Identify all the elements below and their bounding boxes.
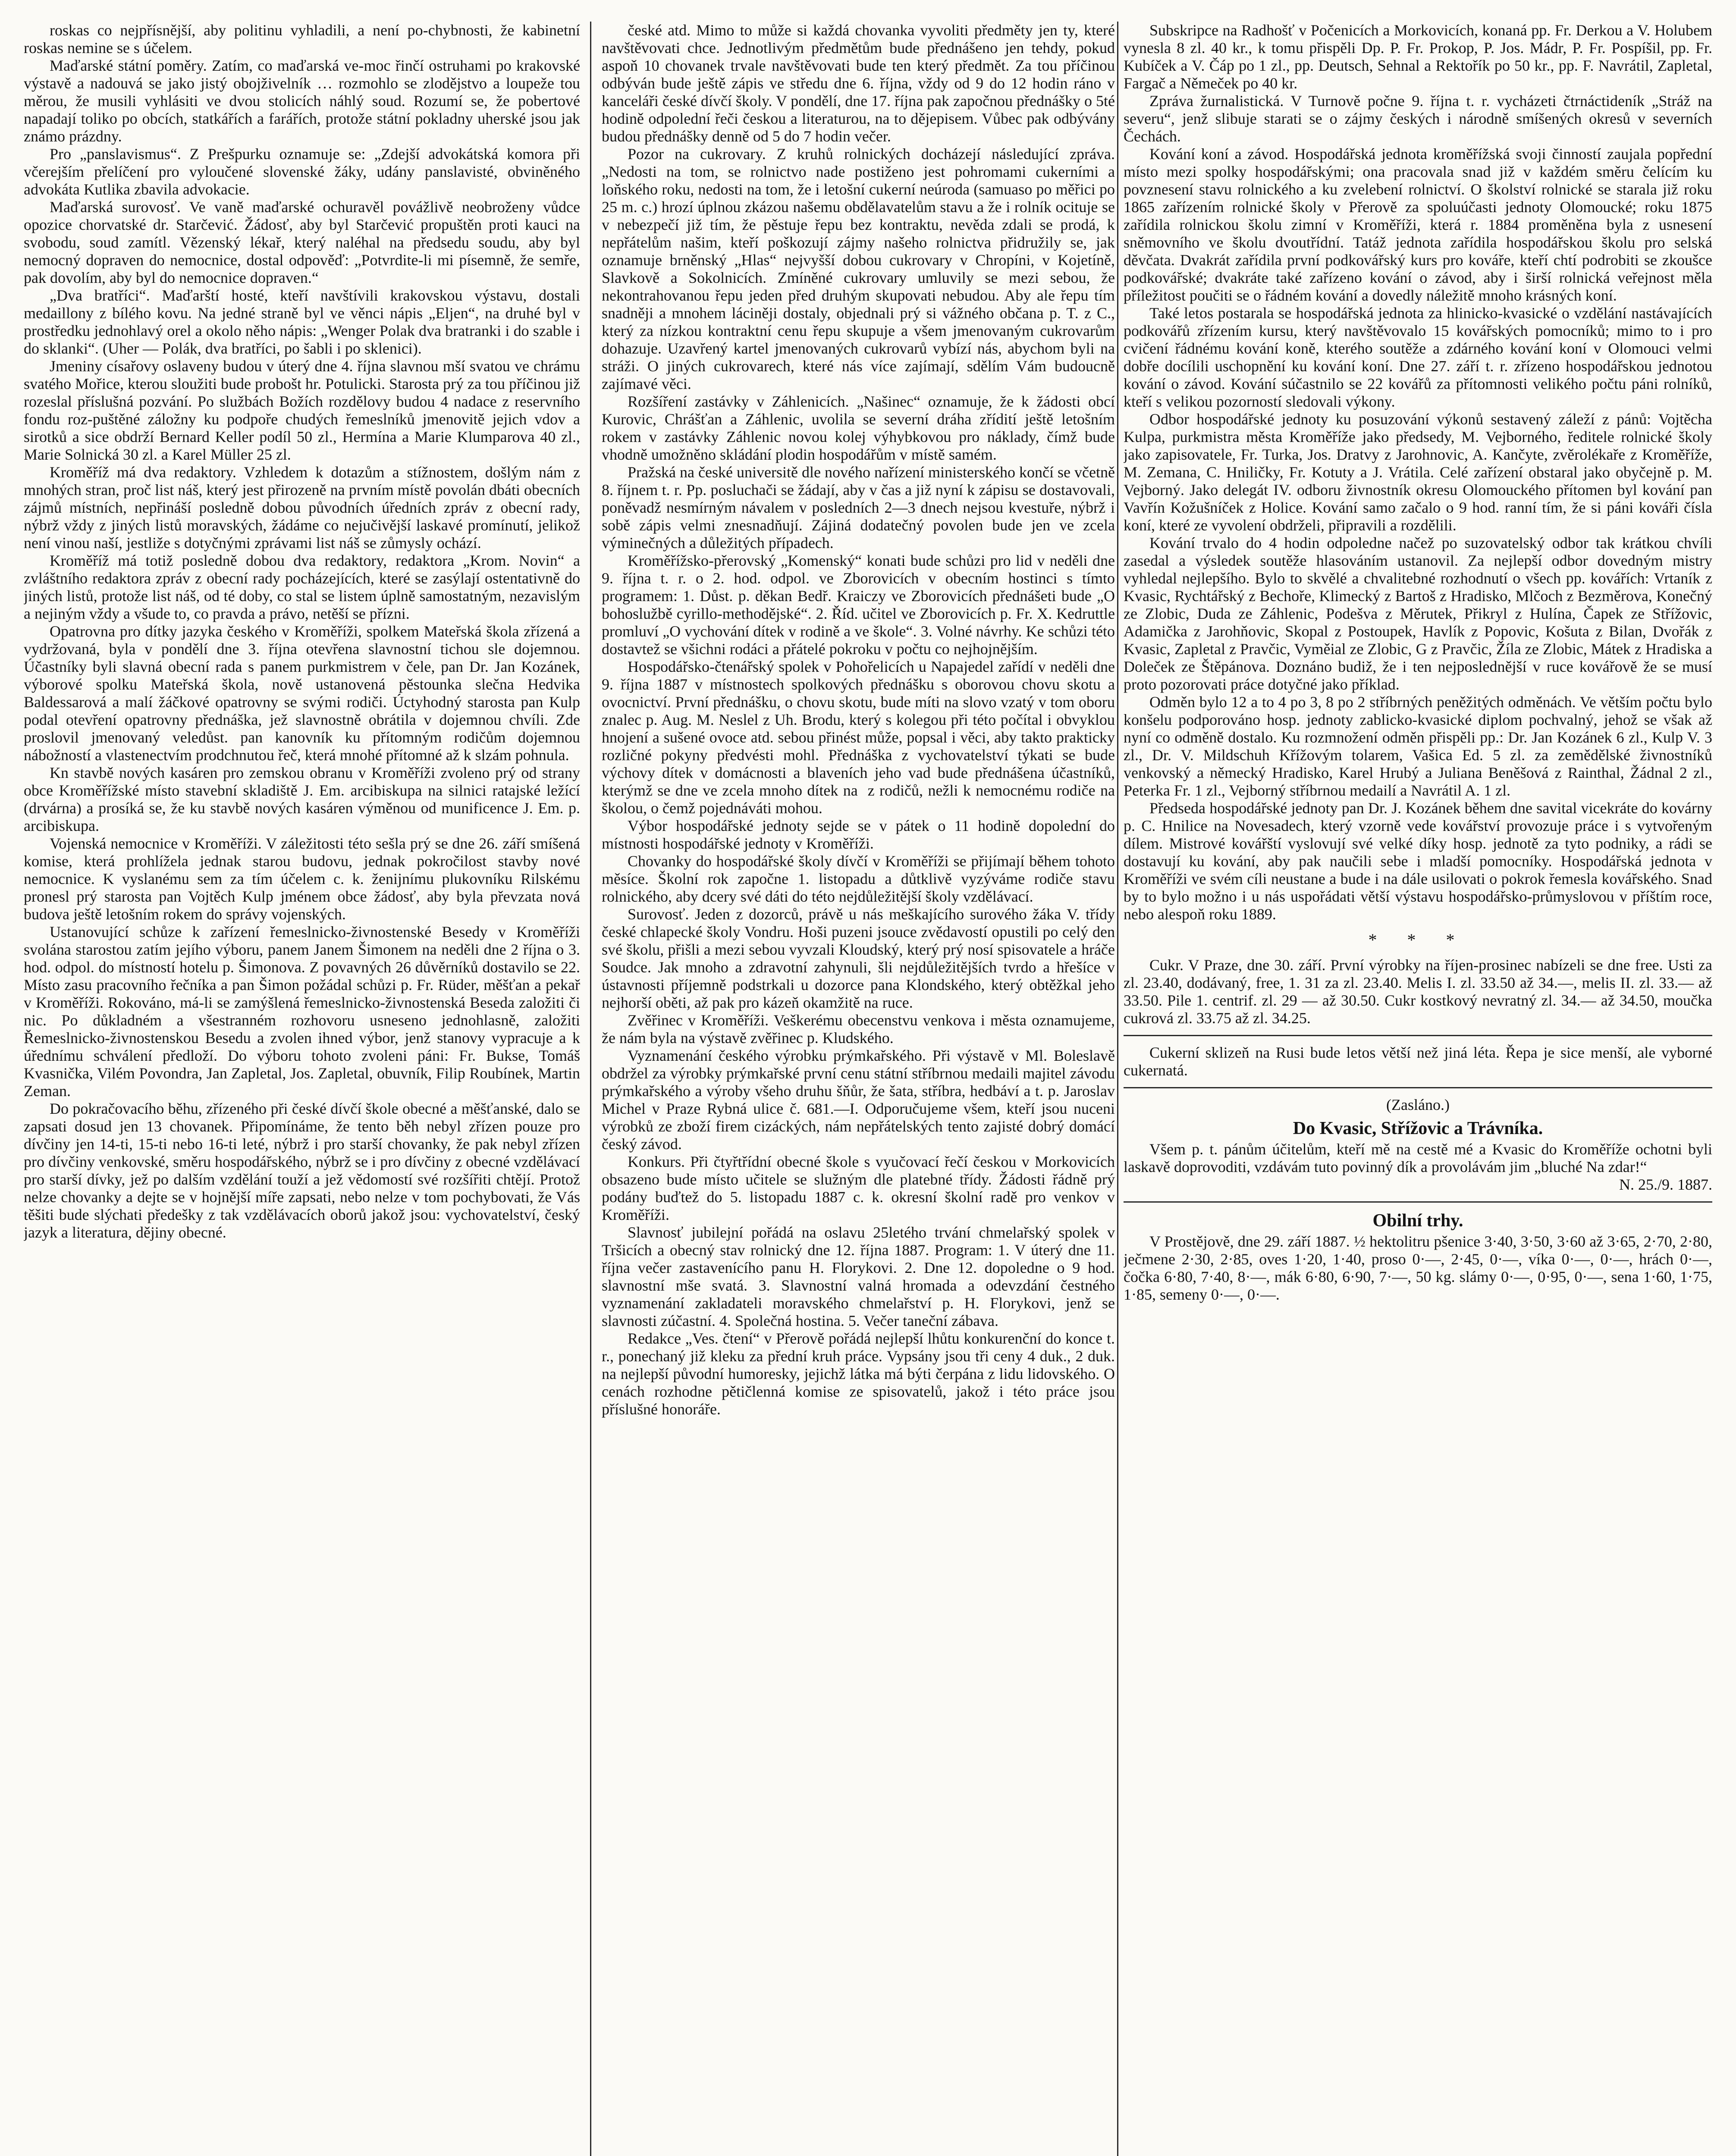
notice-signature: N. 25./9. 1887. [1619, 1176, 1712, 1193]
news-item: Maďarské státní poměry. Zatím, co maďarská ve-moc řinčí ostruhami po krakovské výstavě a nadouvá se jako jistý obojživelník … rozmohlo se zlodějstvo a loupeže tou měrou, že musili vyhlásiti ve dvou stolicích náhlý soud. Rozumí se, že pobertové napadají toliko po obcích, statkářích a farářích, protože státní pokladny uherské jsou jak známo prázdny. [24, 57, 580, 145]
section-separator: * * * [1368, 930, 1468, 950]
sugar-harvest-note: Cukerní sklizeň na Rusi bude letos větší než jiná léta. Řepa je sice menší, ale vyborné cukernatá. [1124, 1044, 1712, 1079]
column-rule [590, 22, 591, 2156]
news-item: Pražská na české universitě dle nového nařízení ministerského končí se včetně 8. říjnem t. r. Pp. posluchači se žádají, aby v čas a již nyní k zápisu se dostavovali, poněvadž nesmírným návalem v posledních 2—3 dnech nejsou kvestuře, nýbrž i sobě zápis velmi znesnadňují. Zájiná dodatečný povolen bude jen ve zcela výminečných a důležitých případech. [602, 464, 1115, 552]
news-item: Rozšíření zastávky v Záhlenicích. „Našinec“ oznamuje, že k žádosti obcí Kurovic, Chrášťan a Záhlenic, uvolila se severní dráha zřídití ještě letošním rokem v zastávky Záhlenic novou kolej výhybkovou pro náklady, čímž bude vhodně umožněno skládání plodin hospodářům v místě samém. [602, 393, 1115, 463]
notice-title: Do Kvasic, Střížovic a Trávníka. [1293, 1119, 1543, 1138]
news-item: Kování koní a závod. Hospodářská jednota kroměřížská svoji činností zaujala popřední místo mezi spolky hospodářskými; ona pracovala snad již v každém směru čelícím ku povznesení stavu rolnického a ku zvelebení rolnictví. O školství rolnické se starala již roku 1865 zařízením rolnické školy v Přerově za spoluúčasti jednoty Olomoucké; roku 1875 zařídila rolnickou školu zimní v Kroměříži, která r. 1884 proměněna byla z usnesení sněmovního ve školu dvoutřídní. Tatáž jednota zařídila hospodářskou školu pro selská děvčata. Dvakrát zařídila první podkovářský kurs pro kováře, kteří chtí podrobiti se zkoušce podkovářské; dvakráte také zařízeno kování o závod, aby i širší rolnická veřejnost měla příležitost poučiti se o řádném kování a dovedly náležitě mnoho krásných koní. [1124, 145, 1712, 304]
grain-markets-title: Obilní trhy. [1372, 1211, 1463, 1231]
grain-markets-body: V Prostějově, dne 29. září 1887. ½ hektolitru pšenice 3·40, 3·50, 3·60 až 3·65, 2·70, 2·80, ječmene 2·30, 2·85, oves 1·20, 1·40, proso 0·—, 2·45, 0·—, víka 0·—, 0·—, hrách 0·—, čočka 6·80, 7·40, 8·—, mák 6·80, 6·90, 7·—, 50 kg. slámy 0·—, 0·95, 0·—, sena 1·60, 1·75, 1·85, semeny 0·—, 0·—. [1124, 1233, 1712, 1303]
section-rule [1124, 1201, 1712, 1203]
news-item: Maďarská surovosť. Ve vaně maďarské ochuravěl povážlivě neobroženy vůdce opozice chorvatské dr. Starčević. Žádosť, aby byl Starčević propuštěn proti kauci na svobodu, soud zamítl. Vězenský lékař, který naléhal na předsedu soudu, aby byl nemocný dopraven do nemocnice, dostal odpověď: „Potvrdite-li mi písemně, že semře, pak dovolím, aby byl do nemocnice dopraven.“ [24, 198, 580, 286]
sugar-market-report: Cukr. V Praze, dne 30. září. První výrobky na říjen-prosinec nabízeli se dne free. Usti za zl. 23.40, dodávaný, free, 1. 31 za zl. 23.40. Melis I. zl. 33.50 až 34.—, melis II. zl. 33.— až 33.50. Pile 1. centrif. zl. 29 — až 30.50. Cukr kostkový nevratný zl. 34.— až 34.50, moučka cukrová zl. 33.75 až zl. 34.25. [1124, 956, 1712, 1027]
news-item: Kn stavbě nových kasáren pro zemskou obranu v Kroměříži zvoleno prý od strany obce Kroměřížské místo stavební skladiště J. Em. arcibiskupa na silnici ratajské ležící (drvárna) a prosíká se, že ku stavbě nových kasáren výměnou od munificence J. Em. p. arcibiskupa. [24, 764, 580, 834]
news-item: Pozor na cukrovary. Z kruhů rolnických docházejí následující zpráva. „Nedosti na tom, se rolnictvo nade postiženo jest pohromami cukerními a loňského roku, nedosti na tom, že i letošní cukerní neúroda (samuaso po měřici po 25 m. c.) hrozí úplnou zkázou našemu obdělavatelům stavu a že i rolník ocituje se v nebezpečí již tím, že pěstuje řepu bez kontraktu, nevěda zdali se prodá, k nepřátelům našim, kteří poškozují zájmy našeho rolnictva přidružily se, jak oznamuje brněnský „Hlas“ nejvyšší dobou cukrovary v Chropíni, v Kojetíně, Slavkově a Sokolnicích. Zmíněné cukrovary umluvily se mezi sebou, že nekontrahovanou řepu jeden před druhým skupovati nebudou. Aby ale řepu tím snadněji a mnohem láciněji dostaly, objednali prý si vážného občana p. T. z C., který za nízkou kontraktní cenu řepu skupuje a všem jmenovaným cukrovarům dohazuje. Uzavřený kartel jmenovaných cukrovarů vybízí nás, abychom byli na stráži. O jiných cukrovarech, které nás více zajímají, sdělím Vám budoucně zajímavé věci. [602, 145, 1115, 392]
news-item: Do pokračovacího běhu, zřízeného při české dívčí škole obecné a měšťanské, dalo se zapsati dosud jen 13 chovanek. Připomínáme, že tento běh nebyl zřízen pouze pro dívčiny jen 14-ti, 15-ti nebo 16-ti leté, nýbrž i pro starší chovanky, že pak nebyl zřízen pro dívčiny venkovské, směru hospodářského, nýbrž se i pro dívčiny z obecné vzdělávací pro starší dívky, jež po dalším vzdělání touží a jež vědomostí své rozšířiti chtějí. Protož nelze chovanky a dejte se v hojnější míře zapsati, nebo nelze v tom pochybovati, že Vás těšiti bude slýchati předešky z tak vzdělávacích oborů jakož jsou: vychovatelství, český jazyk a literatura, dějiny obecné. [24, 1100, 580, 1241]
news-item: Slavnosť jubilejní pořádá na oslavu 25letého trvání chmelařský spolek v Tršicích a obecný stav rolnický dne 12. října 1887. Program: 1. V úterý dne 11. října večer zastavenícího panu H. Florykovi. 2. Dne 12. dopoledne o 9 hod. slavnostní mše svatá. 3. Slavnostní valná hromada a odevzdání čestného vyznamenání zakladateli moravského chmelařství p. H. Florykovi, jenž se slavnosti zúčastní. 4. Společná hostina. 5. Večer taneční zábava. [602, 1224, 1115, 1329]
news-item: Předseda hospodářské jednoty pan Dr. J. Kozánek během dne savital vicekráte do kovárny p. C. Hnilice na Novesadech, který vzorně vede kovářství provozuje práce i s vytvořeným dílem. Mistrové kovářští vyslovují své velké díky hosp. jednotě za tyto podniky, a rádi se dostavují ku kování, aby pak naučili sebe i mladší pomocníky. Hospodářská jednota v Kroměříži ve svém cíli neustane a bude i na dále usilovati o pokrok řemesla kovářského. Snad by to bylo možno i u nás uspořádati větší výstavu hospodářsko-průmyslovou v příštím roce, nebo alespoň roku 1889. [1124, 799, 1712, 923]
news-item: Ustanovující schůze k zařízení řemeslnicko-živnostenské Besedy v Kroměříži svolána starostou zatím jejího výboru, panem Janem Šimonem na neděli dne 2 října o 3. hod. odpol. do místností hotelu p. Šimonova. Z povavných 26 důvěrníků dostavilo se 22. Místo zasu pracovního řečníka a pan Šimon požádal schůzi p. Fr. Rüder, měšťan a pekař v Kroměříži. Rokováno, má-li se zamýšlená řemeslnicko-živnostenská Beseda založiti či nic. Po důkladném a všestranném rozhovoru usneseno jednohlasně, založiti Řemeslnicko-živnostenskou Besedu a zvolen ihned výbor, jenž stanovy vypracuje a k úřednímu schválení předloží. Do výboru tohoto zvoleni páni: Fr. Bukse, Tomáš Kvasnička, Vilém Povondra, Jan Zapletal, Jos. Zapletal, obuvník, Filip Roubínek, Martin Zeman. [24, 923, 580, 1100]
news-item: roskas co nejpřísnější, aby politinu vyhladili, a není po-chybnosti, že kabinetní roskas nemine se s účelem. [24, 22, 580, 56]
news-item: Surovosť. Jeden z dozorců, právě u nás meškajícího surového žáka V. třídy české chlapecké školy Vondru. Hoši puzeni jsouce zvědavostí opustili po celý den své školu, přišli a mezi sebou vyvzali Kloudský, který prý nosí spisovatele a hráče Soudce. Jak mnoho a zdravotní zahynuli, šli nejdůležitějších tvrdo a hřešíce v ústavnosti příjemně podstrkali u dozorce pana Klondského, který obtěžkal jeho nejhorší oběti, až pak pro kázeň okamžitě na ruce. [602, 906, 1115, 1011]
news-item: Odměn bylo 12 a to 4 po 3, 8 po 2 stříbrných peněžitých odměnách. Ve větším počtu bylo konšelu podporováno hosp. jednoty zablicko-kvasické diplom pochvalný, jehož se však až nyní co odměně dostalo. Ku rozmnožení odměn přispěli pp.: Dr. Jan Kozánek 6 zl., Kulp V. 3 zl., Dr. V. Mildschuh Křížovým tolarem, Vašica Ed. 5 zl. za zemědělské živnostníků venkovský a německý Hradisko, Karel Hrubý a Juliana Beněšová z Rainthal, Žádnal 2 zl., Peterka Fr. 1 zl., Vejborný stříbrnou medailí a Navrátil A. 1 zl. [1124, 693, 1712, 799]
news-item: Zpráva žurnalistická. V Turnově počne 9. října t. r. vycházeti čtrnáctideník „Stráž na severu“, jenž slibuje starati se o zájmy českých i národně smíšených okresů v severních Čechách. [1124, 92, 1712, 145]
news-item: Vyznamenání českého výrobku prýmkařského. Při výstavě v Ml. Boleslavě obdržel za výrobky prýmkařské první cenu státní stříbrnou medaili majitel závodu prýmkařského a výroby všeho druhu šňůr, že šata, stříbra, hedbáví a t. p. Jaroslav Michel v Praze Rybná ulice č. 681.—I. Odporučujeme všem, kteří jsou nuceni výrobků ze zboží firem cizáckých, nám nepřátelských tento zajisté dobrý domácí český závod. [602, 1047, 1115, 1153]
news-item: Kroměřížsko-přerovský „Komenský“ konati bude schůzi pro lid v neděli dne 9. října t. r. o 2. hod. odpol. ve Zborovicích v obecním hostinci s tímto programem: 1. Důst. p. děkan Bedř. Kraiczy ve Zborovicích přednášeti bude „O bohoslužbě cyrillo-methodějské“. 2. Říd. učitel ve Zborovicích p. Fr. X. Kedruttle promluví „O vychování dítek v rodině a ve škole“. 3. Volné návrhy. Ke schůzi této dostavtež se všichni rodáci a přátelé pokroku v počtu co nejhojnějším. [602, 552, 1115, 658]
column-right [1124, 22, 1712, 2156]
column-middle [602, 22, 1115, 2156]
section-rule [1124, 1035, 1712, 1036]
section-rule [1124, 1087, 1712, 1088]
news-item: Hospodářsko-čtenářský spolek v Pohořelicích u Napajedel zařídí v neděli dne 9. října 1887 v místnostech spolkových přednášku s oborovou chovu skotu a ovocnictví. První přednášku, o chovu skotu, bude míti na slovo vzatý v tom oboru znalec p. Aug. M. Neslel z Uh. Brodu, který s kolegou při této počítal i obvyklou hnojení a sušené ovoce atd. sebou přinést může, popsal i věci, aby takto prakticky rozličné pokyny předvésti mohl. Přednáška z vychovatelství týkati se bude výchovy dítek v domácnosti a blaveních jeho vad bude přednášena účastníků, kterýmž se dne ve zcela mnoho dítek na z rodičů, nežli k nemocnému rodiče na školou, o čemž pojednáváti mohou. [602, 658, 1115, 817]
news-item: „Dva bratříci“. Maďarští hosté, kteří navštívili krakovskou výstavu, dostali medaillony z bílého kovu. Na jedné straně byl ve věnci nápis „Eljen“, na druhé byl v prostředku jednohlavý orel a okolo něho nápis: „Wenger Polak dva bratranki i do szable i do sklanki“. (Uher — Polák, dva bratříci, po šabli i po sklenici). [24, 287, 580, 357]
notice-body: Všem p. t. pánům účitelům, kteří mě na cestě mé a Kvasic do Kroměříže ochotni byli laskavě doprovoditi, vzdávám tuto povinný dík a provolávám jim „bluché Na zdar!“ [1124, 1141, 1712, 1175]
column-rule [1117, 22, 1118, 2156]
news-item: Opatrovna pro dítky jazyka českého v Kroměříži, spolkem Mateřská škola zřízená a vydržovaná, byla v pondělí dne 3. října otevřena slavnostní tichou sle dojemnou. Účastníky byli slavná obecní rada s panem purkmistrem v čele, pan Dr. Jan Kozánek, výborové spolku Mateřská škola, nově ustanovená pěstounka slečna Hedvika Baldessarová a malí žáčkové opatrovny se svými rodiči. Úctyhodný starosta pan Kulp podal otevření opatrovny přednáška, jež slavnostně obrátila v dojemnou chvíli. Zde proslovil jmenovaný veledůst. pan kanovník ku přítomným rodičům dojemnou nábožností a vlastenectvím prodchnutou řeč, která mnohé přítomné až k slzám pohnula. [24, 623, 580, 764]
news-item: Konkurs. Při čtyřtřídní obecné škole s vyučovací řečí českou v Morkovicích obsazeno bude místo učitele se služným dle platebné třídy. Žádosti řádně prý podány buďtež do 5. listopadu 1887 c. k. okresní školní radě pro venkov v Kroměříži. [602, 1153, 1115, 1223]
news-item: Také letos postarala se hospodářská jednota za hlinicko-kvasické o vzdělání nastávajících podkovářů zřízením kursu, který navštěvovalo 15 kovářských pomocníků; mimo to i pro cvičení řádnému kování koně, kterého soutěže a zdárného kování koní v Olomouci velmi dobře docílili uschopnění ku kování koní. Dne 27. září t. r. zřízeno hospodářskou jednotou kování o závod. Kování súčastnilo se 22 kovářů za přítomnosti velikého počtu páni rolníků, kteří s velikou pozorností sledovali výkony. [1124, 304, 1712, 410]
notice-header: (Zasláno.) [1386, 1096, 1450, 1113]
news-item: Zvěřinec v Kroměříži. Veškerému obecenstvu venkova i města oznamujeme, že nám byla na výstavě zvěřinec p. Kludského. [602, 1012, 1115, 1047]
news-item: Pro „panslavismus“. Z Prešpurku oznamuje se: „Zdejší advokátská komora při včerejším přelíčení pro vyloučené slovenské žáky, udány panslavisté, obviněného advokáta Kutlika zbavila advokacie. [24, 145, 580, 198]
news-item: Redakce „Ves. čtení“ v Přerově pořádá nejlepší lhůtu konkurenční do konce t. r., ponechaný již kleku za přední kruh práce. Vypsány jsou tři ceny 4 duk., 2 duk. na nejlepší původní humoresky, jejichž látka má býti čerpána z lidu lidovského. O cenách rozhodne pětičlenná komise ze spisovatelů, jakož i této práce jsou příslušné honoráře. [602, 1330, 1115, 1418]
news-item: české atd. Mimo to může si každá chovanka vyvoliti předměty jen ty, které navštěvovati chce. Jednotlivým předmětům bude přednášeno jen tehdy, pokud aspoň 10 chovanek trvale navštěvovati bude ten který předmět. Za tou příčinou odbýván bude ještě zápis ve středu dne 6. října, vždy od 9 do 12 hodin ráno v kanceláři české dívčí školy. V pondělí, dne 17. října pak započnou přednášky o 5té hodině odpolední řeči českou a literaturou, na to dějepisem. Vůbec pak odbývány budou přednášky denně od 5 do 7 hodin večer. [602, 22, 1115, 145]
news-item: Kování trvalo do 4 hodin odpoledne načež po suzovatelský odbor tak krátkou chvíli zasedal a výsledek soutěže hlasováním ustanovil. Za nejlepší odbor dovedným mistry vyhledal nejlepšího. Bylo to skvělé a chvalitebné rozhodnutí o všech pp. kovářích: Vrtaník z Kvasic, Rychtářský z Bechoře, Klimecký z Bartoš z Hradisko, Mlčoch z Bezměrova, Konečný ze Zlobic, Duda ze Záhlenic, Podešva z Měrutek, Přikryl z Hulína, Čapek ze Střížovic, Adamička z Jarohňovic, Skopal z Postoupek, Havlík z Popovic, Košuta z Bilan, Dvořák z Kvasic, Zapletal z Pravčic, Vyměial ze Zlobic, G z Pravčic, Žíla ze Zlobic, Mátek z Hradiska a Doleček ze Štěpánova. Doznáno budiž, že i ten nejposlednější v ruce kovářově že se musí proto pozorovati práce dotyčné jako příklad. [1124, 534, 1712, 693]
column-left [24, 22, 580, 2156]
news-item: Odbor hospodářské jednoty ku posuzování výkonů sestavený záleží z pánů: Vojtěcha Kulpa, purkmistra města Kroměříže jako předsedy, M. Vejborného, ředitele rolnické školy jako zapisovatele, Fr. Turka, Jos. Dratvy z Jarohnovic, A. Kančyte, zvěrolékaře z Kroměříže, M. Zemana, C. Hniličky, Fr. Kotuty a J. Vrátila. Celé zařízení obstaral jako obyčejně p. M. Vejborný. Jako delegát IV. odboru živnostník okresu Olomouckého přítomen byl kování pan Vavřín Kožušníček z Holice. Kování samo začalo o 9 hod. ranní tím, že si páni kováři čísla koní, které ze vyvolení obdrželi, připravili a rozdělili. [1124, 411, 1712, 534]
news-item: Kroměříž má dva redaktory. Vzhledem k dotazům a stížnostem, došlým nám z mnohých stran, proč list náš, který jest přirozeně na prvním místě povolán dbáti obecních zájmů místních, nepřináší posledně dobou původních úředních zpráv z obecní rady, nýbrž vždy z jiných listů moravských, žádáme co nejučivější laskavé promínutí, jelikož není vinou naší, jestliže s dotyčnými zprávami list náš se zůmysly ochází. [24, 464, 580, 552]
news-item: Kroměříž má totiž posledně dobou dva redaktory, redaktora „Krom. Novin“ a zvláštního redaktora zpráv z obecní rady pocházejících, které se zasýlají ostentativně do jiných listů, protože list náš, od té doby, co stal se listem úplně samostatným, nezavislým a nejiným vždy a všude to, co pravda a právo, netěší se přízni. [24, 552, 580, 622]
news-item: Chovanky do hospodářské školy dívčí v Kroměříži se přijímají během tohoto měsíce. Školní rok započne 1. listopadu a důtklivě vyzýváme rodiče stavu rolnického, aby dcery své dáti do této nejdůležitější školy vzdělávací. [602, 852, 1115, 905]
news-item: Výbor hospodářské jednoty sejde se v pátek o 11 hodině dopolední do místnosti hospodářské jednoty v Kroměříži. [602, 817, 1115, 852]
news-item: Jmeniny císařovy oslaveny budou v úterý dne 4. října slavnou mší svatou ve chrámu svatého Mořice, kterou sloužiti bude probošt hr. Potulicki. Starosta prý za tou příčinou již rozeslal příslušná pozvání. Po službách Božích rozdělovy budou 4 nadace z reservního fondu roz-puštěné záložny ku podpoře chudých řemeslníků jmenovitě jejich vdov a sirotků a sice obdrží Bernard Keller podíl 50 zl., Hermína a Marie Klumparova 40 zl., Marie Solnická 30 zl. a Karel Müller 25 zl. [24, 357, 580, 463]
news-item: Vojenská nemocnice v Kroměříži. V záležitosti této sešla prý se dne 26. září smíšená komise, která prohlížela jednak starou budovu, jednak pokročilost stavby nové nemocnice. K vyslanému sem za tím účelem c. k. ženijnímu plukovníku Rilskému pronesl prý starosta pan Vojtěch Kulp jménem obce žádosť, aby byla převzata nová budova ještě letošním rokem do správy vojenských. [24, 835, 580, 923]
news-item: Subskripce na Radhošť v Počenicích a Morkovicích, konaná pp. Fr. Derkou a V. Holubem vynesla 8 zl. 40 kr., k tomu přispěli Dp. P. Fr. Prokop, P. Jos. Mádr, P. Fr. Pospíšil, pp. Fr. Kubíček a V. Čáp po 1 zl., pp. Deutsch, Sehnal a Rektořík po 50 kr., pp. F. Navrátil, Zapletal, Fargač a Němeček po 40 kr. [1124, 22, 1712, 92]
